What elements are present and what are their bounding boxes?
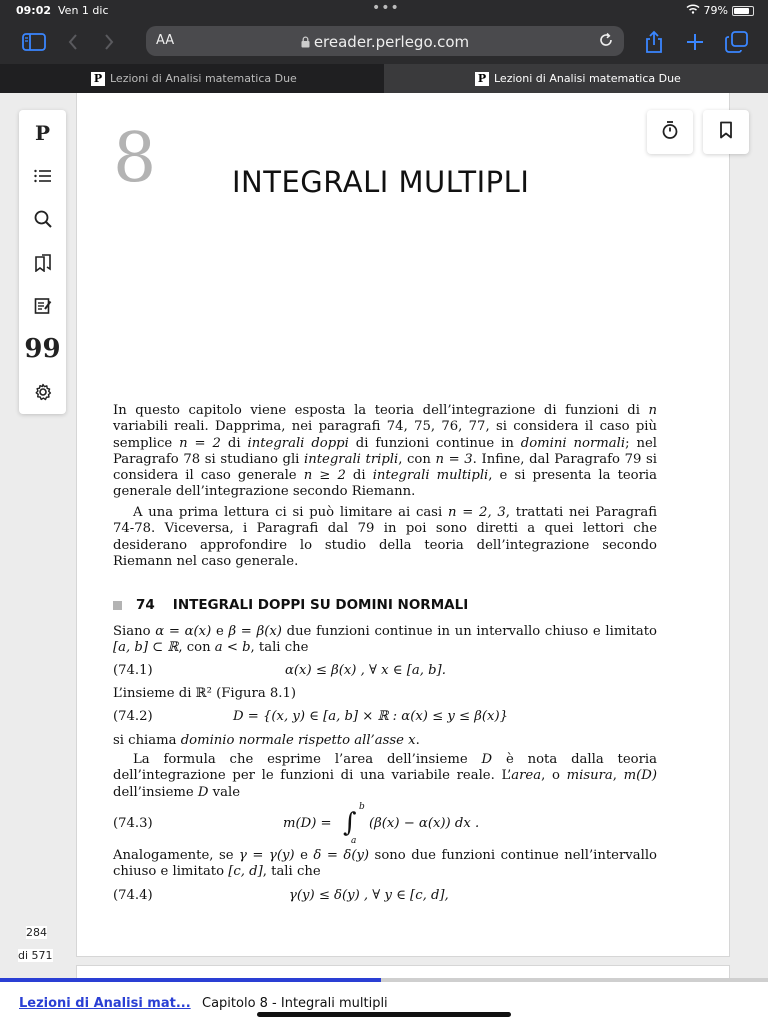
- intro-paragraph-2: A una prima lettura ci si può limitare ai casi n = 2, 3, trattati nei Paragrafi 74-78. Viceversa, i Paragrafi dal 79 in poi sono diretti a quei lettori che desiderano approfondire lo studio della teoria dell’integrazione secondo Riemann nel caso generale.: [113, 505, 657, 569]
- status-time: 09:02: [16, 4, 52, 17]
- perlego-favicon-icon: P: [91, 72, 105, 86]
- timer-button[interactable]: [647, 110, 693, 154]
- quotes-icon[interactable]: 99: [24, 334, 61, 364]
- notes-icon[interactable]: [19, 291, 66, 321]
- search-icon[interactable]: [19, 204, 66, 234]
- equation-lhs: m(D) =: [283, 816, 332, 831]
- status-bar: [0, 0, 768, 22]
- body-paragraph-5: Analogamente, se γ = γ(y) e δ = δ(y) sono due funzioni continue nell’intervallo chiuso e limitato [c, d], tali che: [113, 848, 657, 880]
- body-paragraph-4: La formula che esprime l’area dell’insieme D è nota dalla teoria dell’integrazione per le funzioni di una variabile reale. L’area, o misura, m(D) dell’insieme D vale: [113, 752, 657, 800]
- share-icon[interactable]: [642, 30, 666, 54]
- settings-icon[interactable]: [19, 377, 66, 407]
- table-of-contents-icon[interactable]: [19, 161, 66, 191]
- equation-74-2: [113, 709, 657, 727]
- timer-icon: [661, 120, 679, 144]
- perlego-favicon-icon: P: [475, 72, 489, 86]
- equation-74-3: [113, 802, 657, 846]
- bookmark-icon: [719, 121, 733, 143]
- section-number: 74: [136, 597, 155, 613]
- body-paragraph-2: L’insieme di ℝ² (Figura 8.1): [113, 686, 296, 701]
- intro-paragraph-1: In questo capitolo viene esposta la teoria dell’integrazione di funzioni di n variabili reali. Dapprima, nei paragrafi 74, 75, 76, 77, si considera il caso più semplice n = 2 di integrali doppi di funzioni continue in domini normali; nel Paragrafo 78 si studiano gli integrali tripli, con n = 3. Infine, dal Paragrafo 79 si considera il caso generale n ≥ 2 di integrali multipli, e si presenta la teoria generale dell’integrazione secondo Riemann.: [113, 403, 658, 500]
- bookmarks-icon[interactable]: [19, 248, 66, 278]
- equation-rhs: (β(x) − α(x)) dx .: [369, 816, 480, 831]
- wifi-icon: [686, 4, 700, 17]
- section-title: INTEGRALI DOPPI SU DOMINI NORMALI: [172, 597, 469, 613]
- equation-body: α(x) ≤ β(x) , ∀ x ∈ [a, b].: [285, 663, 446, 678]
- tab-1-label: Lezioni di Analisi matematica Due: [110, 72, 297, 85]
- home-indicator[interactable]: [257, 1012, 511, 1017]
- tab-strip: [0, 64, 768, 93]
- status-right: [686, 4, 754, 17]
- sidebar-icon[interactable]: [22, 30, 46, 54]
- section-heading: [113, 597, 657, 613]
- equation-body: γ(y) ≤ δ(y) , ∀ y ∈ [c, d],: [289, 888, 449, 903]
- new-tab-icon[interactable]: [683, 30, 707, 54]
- browser-toolbar: [0, 22, 768, 64]
- current-chapter-label[interactable]: Capitolo 8 - Integrali multipli: [202, 996, 388, 1011]
- tab-2-label: Lezioni di Analisi matematica Due: [494, 72, 681, 85]
- equation-label: (74.1): [113, 663, 153, 678]
- perlego-logo[interactable]: P: [34, 121, 51, 145]
- text-size-button[interactable]: AA: [156, 33, 175, 48]
- book-title-link[interactable]: Lezioni di Analisi mat...: [19, 996, 191, 1011]
- back-icon[interactable]: [64, 30, 82, 54]
- integral-upper-bound: b: [359, 802, 365, 812]
- battery-fill: [734, 8, 749, 14]
- body-paragraph-3: si chiama dominio normale rispetto all’asse x.: [113, 733, 420, 748]
- reader-sidebar: [19, 110, 66, 414]
- chapter-title: INTEGRALI MULTIPLI: [232, 165, 530, 199]
- tabs-icon[interactable]: [724, 30, 750, 54]
- integral-lower-bound: a: [351, 836, 357, 846]
- body-paragraph-1: Siano α = α(x) e β = β(x) due funzioni continue in un intervallo chiuso e limitato [a, b] ⊂ ℝ, con a < b, tali che: [113, 624, 657, 656]
- page-current: 284: [26, 926, 47, 939]
- forward-icon[interactable]: [100, 30, 118, 54]
- equation-label: (74.3): [113, 816, 153, 831]
- lock-icon: [301, 34, 310, 52]
- bottom-bar: [0, 982, 768, 1024]
- chapter-number: 8: [113, 119, 157, 198]
- page-total: di 571: [18, 949, 53, 962]
- equation-label: (74.4): [113, 888, 153, 903]
- battery-percent: 79%: [703, 4, 728, 17]
- url-text: ereader.perlego.com: [313, 33, 470, 51]
- equation-body: D = {(x, y) ∈ [a, b] × ℝ : α(x) ≤ y ≤ β(x)}: [233, 709, 508, 724]
- status-date: Ven 1 dic: [58, 4, 109, 17]
- bookmark-button[interactable]: [703, 110, 749, 154]
- reload-icon[interactable]: [598, 32, 614, 52]
- address-bar[interactable]: [146, 26, 624, 56]
- tab-1[interactable]: [0, 64, 384, 93]
- integral-sign-icon: ∫: [343, 808, 357, 838]
- section-bullet-icon: [113, 601, 122, 610]
- equation-label: (74.2): [113, 709, 153, 724]
- equation-74-4: [113, 888, 657, 906]
- reader-viewport[interactable]: [0, 93, 768, 981]
- url-display[interactable]: [146, 33, 624, 52]
- battery-icon: [732, 6, 754, 16]
- multitasking-dots-icon[interactable]: •••: [372, 0, 400, 16]
- tab-2[interactable]: [384, 64, 768, 93]
- equation-74-1: [113, 663, 657, 681]
